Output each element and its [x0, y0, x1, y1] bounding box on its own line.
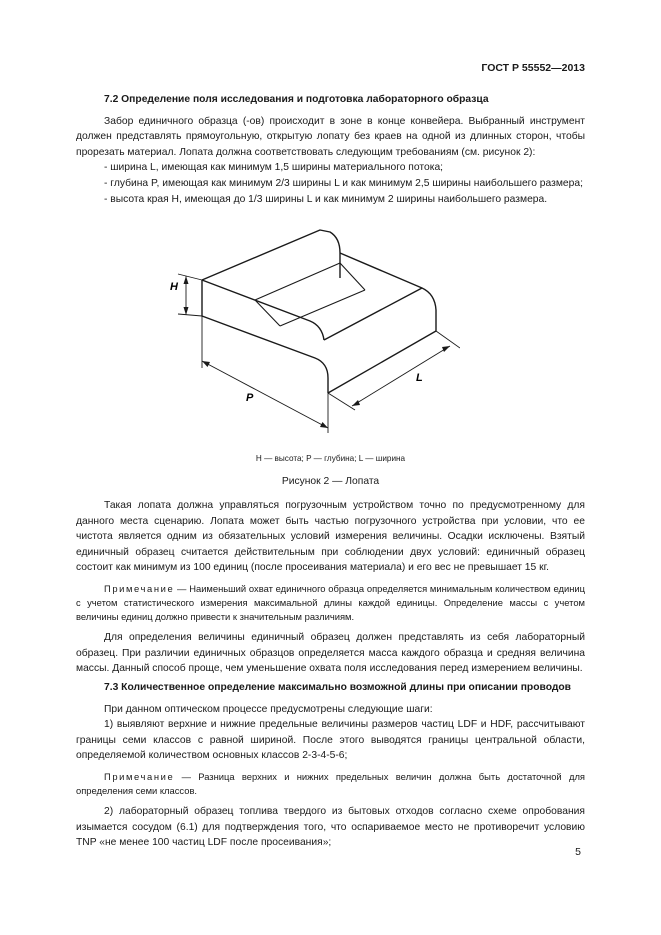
shovel-inner-front: [202, 280, 324, 340]
shovel-inner-floor-edge: [324, 288, 422, 340]
step-2: 2) лабораторный образец топлива твердого из бытовых отходов согласно схеме опробования изымается сосудом (6.1) для подтверждения того, что оспариваемое место не противоречит условию TNP «не менее 100 частиц LDF после просеивания»;: [76, 805, 585, 849]
section-7-2-heading: 7.2 Определение поля исследования и подготовка лабораторного образца: [104, 94, 489, 105]
label-l: L: [416, 372, 423, 384]
floor-line-1: [255, 263, 340, 300]
shovel-figure: [160, 218, 460, 443]
floor-line-4: [340, 263, 365, 290]
dimension-p-line: [202, 361, 328, 428]
section-7-2-paragraph: Забор единичного образца (-ов) происходит в зоне в конце конвейера. Выбранный инструмент должен представлять прямоугольную, открытую лопату без краев на одной из длинных сторон, чтобы прорезать материал. Лопата должна соответствовать следующим требованиям (см. рисунок 2):: [76, 115, 585, 158]
section-7-3: [76, 680, 585, 851]
requirement-height: - высота края H, имеющая до 1/3 ширины L и как минимум 2 ширины наибольшего размера.: [104, 193, 548, 205]
body-text: [76, 498, 585, 677]
requirement-depth: - глубина P, имеющая как минимум 2/3 ширины L и как минимум 2,5 ширины наибольшего размера;: [104, 177, 583, 189]
note-2-label: Примечание: [104, 770, 175, 782]
standard-number: ГОСТ Р 55552—2013: [481, 62, 585, 74]
section-7-3-heading: 7.3 Количественное определение максимально возможной длины при описании проводов: [104, 682, 572, 693]
note-2: [76, 770, 585, 798]
paragraph-lab-sample: Для определения величины единичный образец должен представлять из себя лабораторный образец. При различии единичных образцов определяется масса каждого образца и средняя величина массы. Данный способ проще, чем уменьшение охвата поля исследования перед измерением величины.: [76, 631, 585, 675]
page-number: 5: [575, 846, 581, 858]
figure-title: Рисунок 2 — Лопата: [281, 476, 380, 487]
section-7-2: [76, 92, 585, 207]
step-1: 1) выявляют верхние и нижние предельные величины размеров частиц LDF и HDF, рассчитывают границы семи классов с равной шириной. После этого выводятся границы центральной области, определяемой количеством основных классов 2-3-4-5-6;: [76, 719, 585, 762]
note-1-text: — Наименьший охват единичного образца определяется минимальным количеством единиц с учетом статистического измерения максимальной длины каждой единицы. Определение массы с учетом величины единиц должно привести к значительным различиям.: [76, 582, 585, 622]
note-2-text: — Разница верхних и нижних предельных величин должна быть достаточной для определения семи классов.: [76, 770, 585, 796]
note-1-label: Примечание: [104, 582, 175, 594]
note-1: [76, 582, 585, 624]
label-h: H: [170, 281, 178, 293]
floor-line-3: [255, 300, 280, 326]
label-p: P: [246, 392, 254, 404]
figure-legend: H — высота; P — глубина; L — ширина: [255, 454, 406, 463]
section-7-3-intro: При данном оптическом процессе предусмотрены следующие шаги:: [104, 703, 433, 715]
paragraph-shovel-use: Такая лопата должна управляться погрузочным устройством точно по предусмотренному для данного места сценарию. Лопата может быть частью погрузочного устройства при условии, что ее чистота является одним из обязательных условий измерения величины. Осадки исключены. Взятый единичный образец считается действительным при соблюдении двух условий: единичный образец состоит как минимум из 100 единиц (после просеивания материала) и его вес не превышает 15 кг.: [76, 500, 585, 574]
floor-line-2: [280, 290, 365, 326]
requirement-width: - ширина L, имеющая как минимум 1,5 ширины материального потока;: [104, 162, 444, 174]
dimension-l-line: [352, 346, 450, 406]
shovel-side-wall: [340, 253, 436, 331]
shovel-front-edge: [202, 280, 328, 393]
